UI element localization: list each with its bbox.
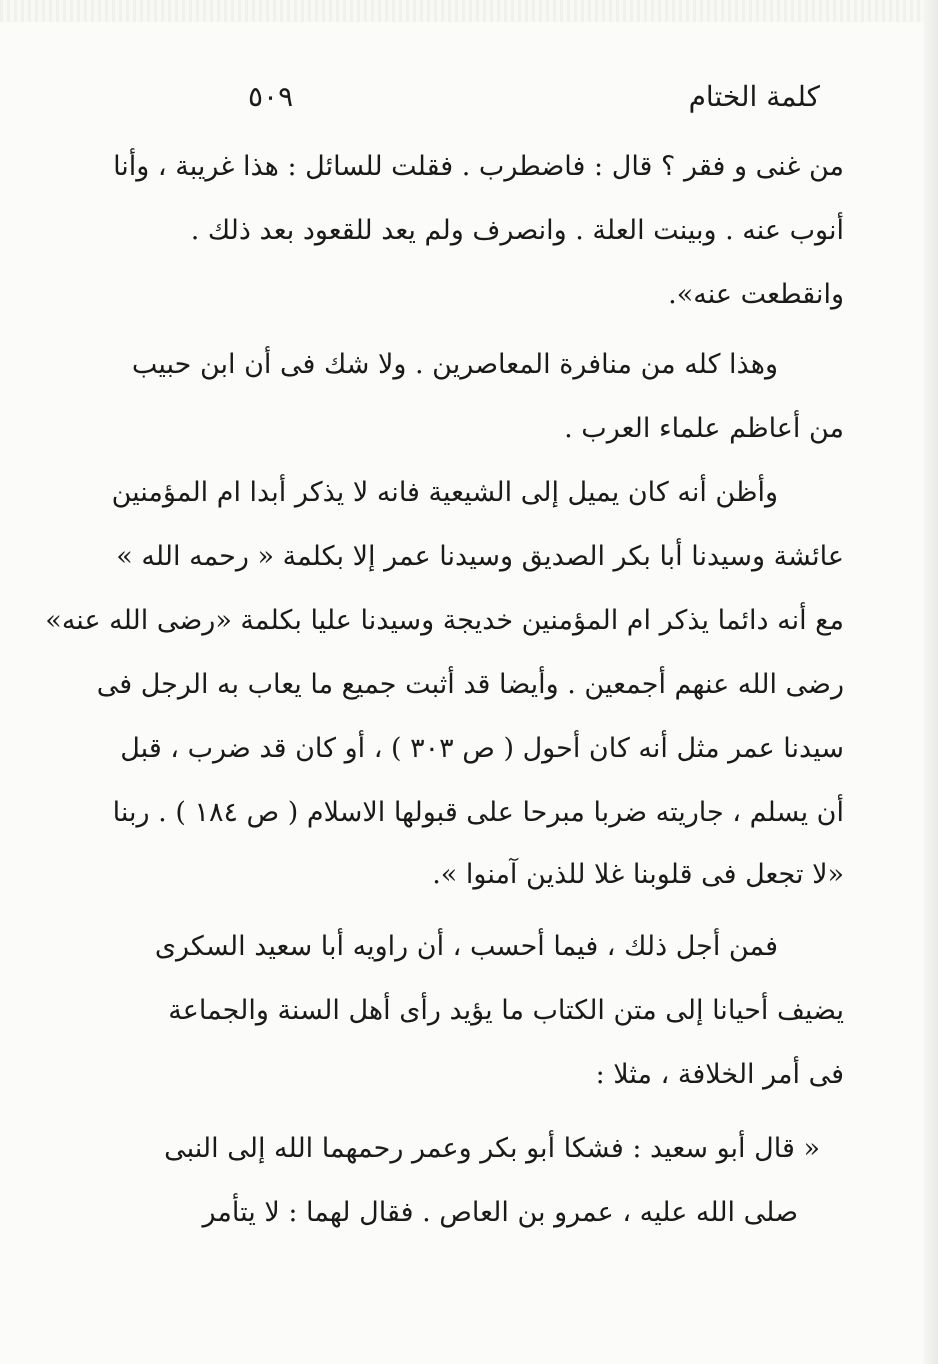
text-line: «لا تجعل فى قلوبنا غلا للذين آمنوا ». xyxy=(432,859,844,890)
scan-edge-right xyxy=(924,0,938,1364)
running-header-title: كلمة الختام xyxy=(688,80,820,113)
text-line: فى أمر الخلافة ، مثلا : xyxy=(595,1059,844,1090)
page-number: ٥٠٩ xyxy=(248,80,294,113)
text-line: من أعاظم علماء العرب . xyxy=(564,413,844,444)
text-line: عائشة وسيدنا أبا بكر الصديق وسيدنا عمر إلا بكلمة « رحمه الله » xyxy=(116,541,844,572)
quote-line: « قال أبو سعيد : فشكا أبو بكر وعمر رحمهما الله إلى النبى xyxy=(164,1133,820,1164)
text-line: من غنى و فقر ؟ قال : فاضطرب . فقلت للسائل : هذا غريبة ، وأنا xyxy=(113,151,844,182)
text-line: أنوب عنه . وبينت العلة . وانصرف ولم يعد للقعود بعد ذلك . xyxy=(190,215,844,246)
text-line: سيدنا عمر مثل أنه كان أحول ( ص ٣٠٣ ) ، أو كان قد ضرب ، قبل xyxy=(120,733,844,764)
text-line: وأظن أنه كان يميل إلى الشيعية فانه لا يذكر أبدا ام المؤمنين xyxy=(111,477,778,508)
text-line: أن يسلم ، جاريته ضربا مبرحا على قبولها الاسلام ( ص ١٨٤ ) . ربنا xyxy=(112,797,844,828)
text-line: مع أنه دائما يذكر ام المؤمنين خديجة وسيدنا عليا بكلمة «رضى الله عنه» xyxy=(45,605,844,636)
scan-edge-top xyxy=(0,0,938,22)
text-line: فمن أجل ذلك ، فيما أحسب ، أن راويه أبا سعيد السكرى xyxy=(154,931,778,962)
quote-line: صلى الله عليه ، عمرو بن العاص . فقال لهما : لا يتأمر xyxy=(202,1197,798,1228)
text-line: رضى الله عنهم أجمعين . وأيضا قد أثبت جميع ما يعاب به الرجل فى xyxy=(96,669,844,700)
text-line: وانقطعت عنه». xyxy=(668,279,844,310)
text-line: وهذا كله من منافرة المعاصرين . ولا شك فى أن ابن حبيب xyxy=(131,349,778,380)
text-line: يضيف أحيانا إلى متن الكتاب ما يؤيد رأى أهل السنة والجماعة xyxy=(168,995,844,1026)
